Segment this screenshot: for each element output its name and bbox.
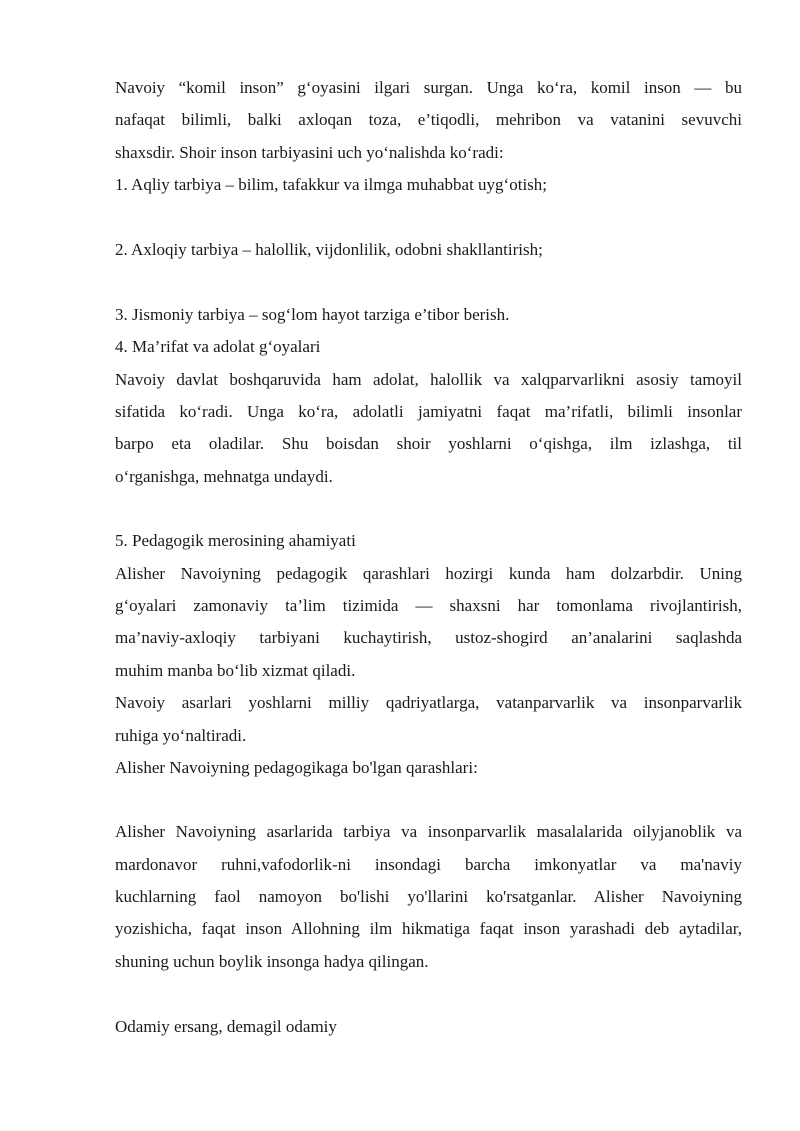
paragraph-qarashlar-line-3: kuchlarning faol namoyon bo'lishi yo'llarini ko'rsatganlar. Alisher Navoiyning xyxy=(115,887,742,906)
paragraph-adolat-line-2: sifatida ko‘radi. Unga ko‘ra, adolatli jamiyatni faqat ma’rifatli, bilimli insonlar xyxy=(115,402,742,421)
list-item-axloqiy-tarbiya: 2. Axloqiy tarbiya – halollik, vijdonlilik, odobni shakllantirish; xyxy=(115,240,543,259)
section-heading-meros: 5. Pedagogik merosining ahamiyati xyxy=(115,531,356,550)
paragraph-qarashlar-line-2: mardonavor ruhni,vafodorlik-ni insondagi barcha imkonyatlar va ma'naviy xyxy=(115,855,742,874)
subheading-qarashlar: Alisher Navoiyning pedagogikaga bo'lgan qarashlari: xyxy=(115,758,478,777)
paragraph-meros-line-1: Alisher Navoiyning pedagogik qarashlari hozirgi kunda ham dolzarbdir. Uning xyxy=(115,564,742,583)
paragraph-adolat-line-1: Navoiy davlat boshqaruvida ham adolat, halollik va xalqparvarlikni asosiy tamoyil xyxy=(115,370,742,389)
document-body xyxy=(115,0,742,1131)
paragraph-adolat-line-3: barpo eta oladilar. Shu boisdan shoir yoshlarni o‘qishga, ilm izlashga, til xyxy=(115,434,742,453)
section-heading-marifat: 4. Ma’rifat va adolat g‘oyalari xyxy=(115,337,321,356)
list-item-aqliy-tarbiya: 1. Aqliy tarbiya – bilim, tafakkur va ilmga muhabbat uyg‘otish; xyxy=(115,175,548,194)
paragraph-meros-line-3: ma’naviy-axloqiy tarbiyani kuchaytirish, ustoz-shogird an’analarini saqlashda xyxy=(115,628,742,647)
paragraph-yoshlar-line-2: ruhiga yo‘naltiradi. xyxy=(115,726,247,745)
verse-line: Odamiy ersang, demagil odamiy xyxy=(115,1017,337,1036)
paragraph-komil-inson-line-3: shaxsdir. Shoir inson tarbiyasini uch yo‘nalishda ko‘radi: xyxy=(115,143,504,162)
paragraph-komil-inson-line-1: Navoiy “komil inson” g‘oyasini ilgari surgan. Unga ko‘ra, komil inson — bu xyxy=(115,78,742,97)
paragraph-qarashlar-line-4: yozishicha, faqat inson Allohning ilm hikmatiga faqat inson yarashadi deb aytadilar, xyxy=(115,919,742,938)
paragraph-qarashlar-line-1: Alisher Navoiyning asarlarida tarbiya va insonparvarlik masalalarida oilyjanoblik va xyxy=(115,822,742,841)
paragraph-meros-line-4: muhim manba bo‘lib xizmat qiladi. xyxy=(115,661,356,680)
paragraph-meros-line-2: g‘oyalari zamonaviy ta’lim tizimida — shaxsni har tomonlama rivojlantirish, xyxy=(115,596,742,615)
paragraph-qarashlar-line-5: shuning uchun boylik insonga hadya qilingan. xyxy=(115,952,429,971)
paragraph-komil-inson-line-2: nafaqat bilimli, balki axloqan toza, e’tiqodli, mehribon va vatanini sevuvchi xyxy=(115,110,742,129)
list-item-jismoniy-tarbiya: 3. Jismoniy tarbiya – sog‘lom hayot tarziga e’tibor berish. xyxy=(115,305,510,324)
paragraph-yoshlar-line-1: Navoiy asarlari yoshlarni milliy qadriyatlarga, vatanparvarlik va insonparvarlik xyxy=(115,693,742,712)
paragraph-adolat-line-4: o‘rganishga, mehnatga undaydi. xyxy=(115,467,333,486)
